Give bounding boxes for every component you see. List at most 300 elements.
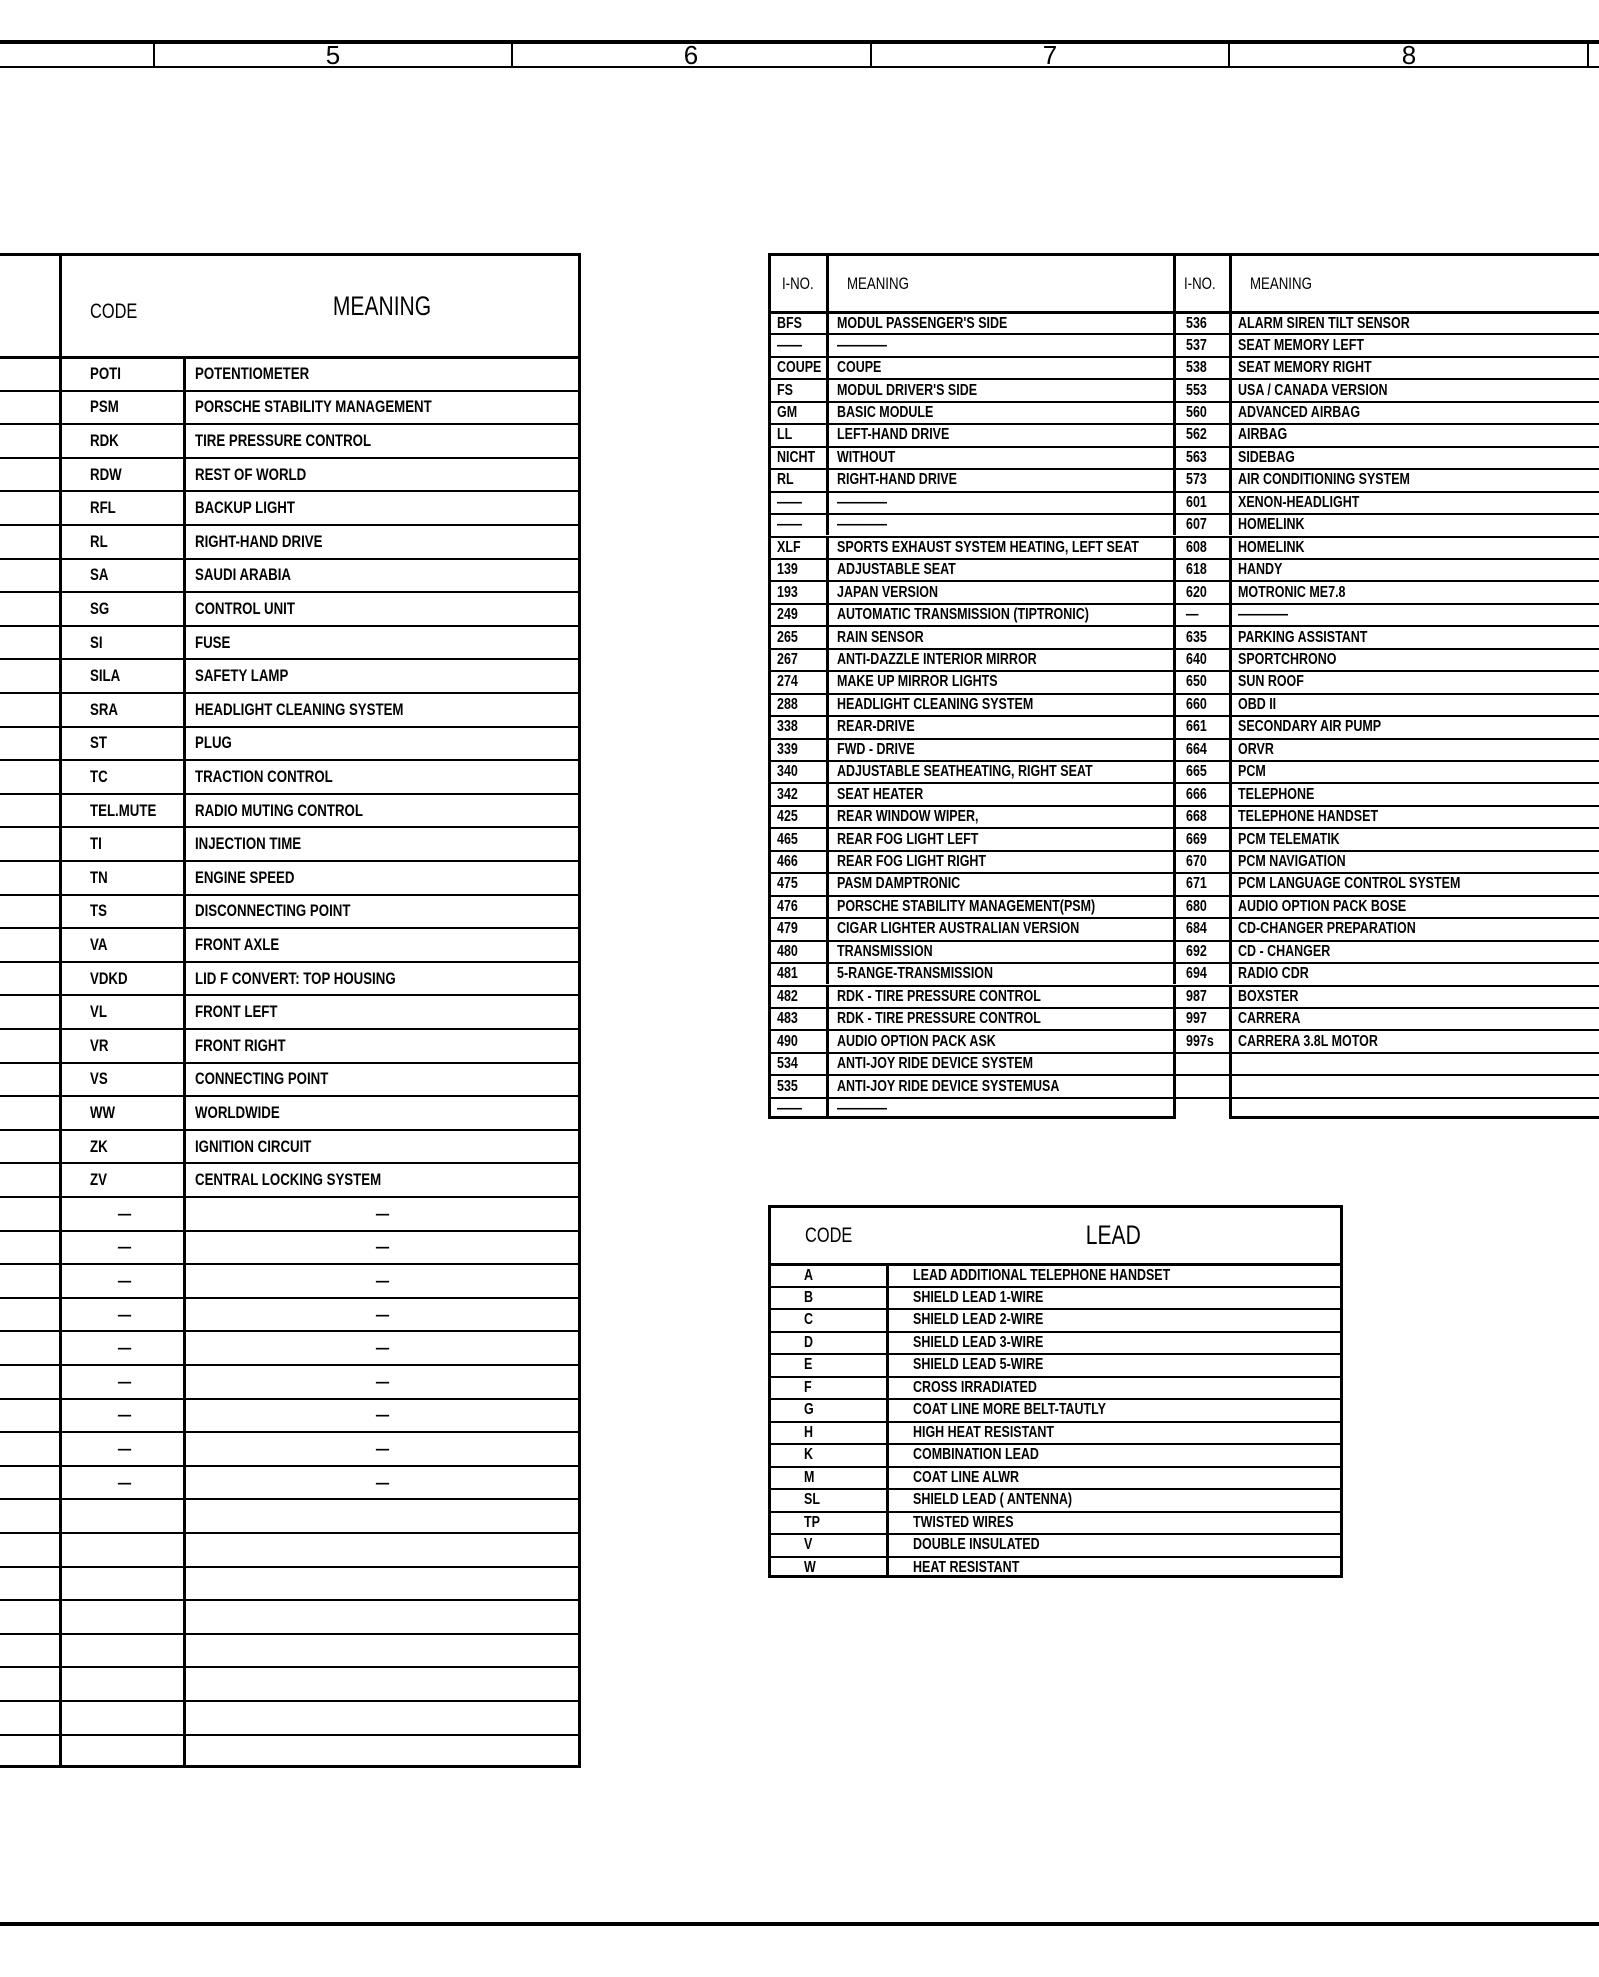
zone-number: 6 [683, 40, 699, 70]
meaning-cell [826, 425, 981, 445]
table-row [771, 1466, 1340, 1489]
ino-cell-text: 193 [777, 583, 798, 601]
ino-cell [777, 784, 804, 804]
meaning-cell-2-text: AUDIO OPTION PACK BOSE [1238, 897, 1407, 915]
table-row [0, 356, 578, 390]
table-row [771, 491, 1599, 513]
meaning-cell [826, 829, 1018, 849]
meaning-cell-2-text: RADIO CDR [1238, 965, 1309, 983]
meaning-cell [826, 627, 948, 647]
code-cell [804, 1288, 816, 1309]
meaning-cell-2 [1229, 650, 1364, 670]
zone-number: 7 [1042, 40, 1058, 70]
table-row [771, 648, 1599, 670]
meaning-cell-text: ———— [837, 1099, 887, 1117]
code-cell [804, 1423, 816, 1444]
meaning-cell [826, 919, 1148, 939]
table-header [771, 256, 1599, 311]
ino-cell-text: FS [777, 381, 793, 399]
meaning-cell-text: BASIC MODULE [837, 404, 934, 422]
meaning-cell [183, 862, 578, 894]
meaning-cell-2 [1229, 1099, 1238, 1119]
code-cell-text: RFL [90, 498, 116, 518]
ino-cell [777, 717, 804, 737]
meaning-cell [183, 1400, 578, 1432]
meaning-cell [826, 470, 991, 490]
meaning-cell-text: ENGINE SPEED [195, 867, 295, 887]
meaning-cell-text: FWD - DRIVE [837, 740, 915, 758]
table-row [0, 1364, 578, 1398]
code-cell-text: PSM [90, 397, 119, 417]
code-cell-text: SL [804, 1491, 820, 1509]
ino-cell-2 [1173, 470, 1229, 490]
meaning-cell [183, 1030, 578, 1062]
ino-cell [777, 740, 804, 760]
table-row [0, 1431, 578, 1465]
code-cell-text: — [117, 1338, 131, 1358]
ino-cell-2 [1173, 942, 1229, 962]
table-row [0, 793, 578, 827]
code-cell [62, 1332, 186, 1364]
meaning-cell [183, 1097, 578, 1129]
ino-cell [777, 582, 804, 602]
meaning-cell-text: FRONT AXLE [195, 934, 280, 954]
meaning-cell-text: — [375, 1270, 389, 1290]
code-cell [90, 1097, 122, 1129]
meaning-cell-text: ANTI-DAZZLE INTERIOR MIRROR [837, 650, 1037, 668]
meaning-cell [826, 717, 937, 737]
meaning-cell-text: ANTI-JOY RIDE DEVICE SYSTEMUSA [837, 1077, 1060, 1095]
table-row [771, 1376, 1340, 1399]
meaning-cell-2 [1229, 919, 1466, 939]
meaning-cell-text: ———— [837, 336, 887, 354]
meaning-cell-2-text: TELEPHONE [1238, 785, 1315, 803]
meaning-cell-text: ADJUSTABLE SEAT [837, 561, 956, 579]
table-row [0, 1330, 578, 1364]
ino-cell-2-text: 650 [1186, 673, 1207, 691]
table-row [771, 872, 1599, 894]
code-cell-text: TN [90, 867, 108, 887]
ino-cell-text: 479 [777, 920, 798, 938]
frame-top-border [0, 40, 1599, 44]
table-row [0, 591, 578, 625]
meaning-cell-2-text: SPORTCHRONO [1238, 650, 1337, 668]
lead-cell [886, 1288, 1340, 1309]
code-cell [62, 1198, 186, 1230]
code-cell [804, 1535, 815, 1556]
meaning-cell-text: CENTRAL LOCKING SYSTEM [195, 1170, 382, 1190]
meaning-cell [183, 1265, 578, 1297]
meaning-cell-2-text: PCM NAVIGATION [1238, 853, 1346, 871]
ino-cell-2 [1173, 314, 1229, 333]
table-row [0, 625, 578, 659]
meaning-cell [826, 1054, 1088, 1074]
table-row [0, 1263, 578, 1297]
meaning-cell-2-text: SIDEBAG [1238, 448, 1295, 466]
ino-cell [777, 560, 804, 580]
ino-cell [777, 1054, 804, 1074]
ino-cell-2 [1173, 919, 1229, 939]
ino-cell [777, 448, 826, 468]
meaning-cell [183, 1534, 578, 1566]
table-row [771, 625, 1599, 647]
lead-cell-text: SHIELD LEAD ( ANTENNA) [913, 1491, 1072, 1509]
meaning-cell-text: RAIN SENSOR [837, 628, 924, 646]
meaning-cell-2 [1229, 1009, 1318, 1029]
ino-cell-text: 342 [777, 785, 798, 803]
ino-cell [777, 919, 804, 939]
ino-cell-text: 483 [777, 1010, 798, 1028]
meaning-cell-text: — [375, 1304, 389, 1324]
table-row [0, 1532, 578, 1566]
meaning-cell-text: ———— [837, 493, 887, 511]
table-header [0, 256, 578, 356]
lead-cell [886, 1513, 1340, 1534]
meaning-cell-2 [1229, 627, 1404, 647]
table-row [0, 1129, 578, 1163]
meaning-cell [183, 694, 578, 726]
ino-cell-2-text: 660 [1186, 695, 1207, 713]
meaning-cell-2 [1229, 538, 1323, 558]
meaning-cell-text: CIGAR LIGHTER AUSTRALIAN VERSION [837, 920, 1080, 938]
table-row [771, 513, 1599, 535]
meaning-cell-2 [1229, 605, 1302, 625]
meaning-cell-2 [1229, 358, 1409, 378]
meaning-cell-2 [1229, 560, 1295, 580]
ino-cell-2 [1173, 1076, 1229, 1096]
meaning-cell-2-text: SEAT MEMORY RIGHT [1238, 359, 1372, 377]
code-cell [90, 627, 106, 659]
meaning-cell-2 [1229, 762, 1274, 782]
table-row [771, 558, 1599, 580]
meaning-cell-text: MAKE UP MIRROR LIGHTS [837, 673, 998, 691]
meaning-cell [183, 1299, 578, 1331]
meaning-cell [183, 1433, 578, 1465]
ino-cell [777, 829, 804, 849]
ino-cell [777, 425, 797, 445]
code-cell-text: TS [90, 901, 107, 921]
meaning-cell [183, 1198, 578, 1230]
meaning-cell [183, 1601, 578, 1633]
meaning-cell-text: RDK - TIRE PRESSURE CONTROL [837, 987, 1041, 1005]
ino-cell-text: 490 [777, 1032, 798, 1050]
meaning-cell-text: LEFT-HAND DRIVE [837, 426, 950, 444]
ino-cell-2 [1173, 1099, 1229, 1119]
code-cell-text: V [804, 1536, 813, 1554]
zone-strip-bottom [0, 66, 1599, 68]
ino-cell-2 [1173, 740, 1229, 760]
table-row [771, 738, 1599, 760]
meaning-cell-2 [1229, 515, 1323, 535]
ino-cell-2 [1173, 762, 1229, 782]
meaning-cell-text: TRANSMISSION [837, 942, 933, 960]
meaning-cell [183, 1232, 578, 1264]
header-ino: I-NO. [782, 273, 814, 293]
code-cell [804, 1400, 816, 1421]
meaning-cell-2 [1229, 740, 1284, 760]
meaning-cell [183, 1668, 578, 1700]
table-row [771, 782, 1599, 804]
table-row [771, 1007, 1599, 1029]
table-row [771, 1308, 1340, 1331]
table-row [771, 378, 1599, 400]
table-row [0, 1599, 578, 1633]
meaning-cell-text: SAUDI ARABIA [195, 565, 292, 585]
meaning-cell-2-text: PCM [1238, 763, 1266, 781]
code-cell-text: TI [90, 834, 102, 854]
code-cell [90, 593, 115, 625]
ino-cell-text: —— [777, 516, 802, 534]
code-cell [90, 896, 112, 928]
meaning-cell-text: BACKUP LIGHT [195, 498, 295, 518]
code-cell [62, 1467, 186, 1499]
table-row [771, 333, 1599, 355]
code-cell-text: K [804, 1446, 814, 1464]
ino-cell-2 [1173, 380, 1229, 400]
ino-cell-2 [1173, 448, 1229, 468]
ino-meaning-table [768, 253, 1599, 1119]
table-header [771, 1208, 1340, 1263]
meaning-cell-text: HEADLIGHT CLEANING SYSTEM [195, 699, 404, 719]
lead-cell-text: HEAT RESISTANT [913, 1558, 1020, 1576]
zone-number: 8 [1401, 40, 1417, 70]
code-cell-text: ST [90, 733, 107, 753]
ino-cell-text: 425 [777, 808, 798, 826]
meaning-cell [183, 1131, 578, 1163]
zone-divider [153, 40, 155, 68]
meaning-cell-2 [1229, 493, 1394, 513]
meaning-cell-2-text: SECONDARY AIR PUMP [1238, 718, 1382, 736]
code-cell-text: TEL.MUTE [90, 800, 157, 820]
code-cell [90, 560, 114, 592]
table-row [771, 401, 1599, 423]
ino-cell-2-text: 537 [1186, 336, 1207, 354]
meaning-cell [826, 1076, 1122, 1096]
ino-cell-2 [1173, 538, 1229, 558]
lead-cell-text: COAT LINE MORE BELT-TAUTLY [913, 1401, 1106, 1419]
meaning-cell [183, 425, 578, 457]
ino-cell [777, 807, 804, 827]
meaning-cell [183, 896, 578, 928]
meaning-cell-2 [1229, 335, 1399, 355]
code-cell [90, 761, 113, 793]
code-cell [90, 392, 127, 424]
code-cell-text: W [804, 1558, 816, 1576]
ino-cell-2 [1173, 403, 1229, 423]
meaning-cell-2 [1229, 829, 1368, 849]
code-cell-text: SG [90, 598, 110, 618]
code-cell [90, 862, 113, 894]
ino-cell-2-text: 692 [1186, 942, 1207, 960]
code-cell [90, 425, 127, 457]
table-row [771, 1488, 1340, 1511]
meaning-cell-2-text: OBD II [1238, 695, 1277, 713]
meaning-cell [826, 1099, 901, 1119]
ino-cell-2-text: 563 [1186, 448, 1207, 466]
table-row [771, 1398, 1340, 1421]
ino-cell [777, 897, 804, 917]
code-cell-text: — [117, 1304, 131, 1324]
meaning-cell-text: CONTROL UNIT [195, 598, 295, 618]
meaning-cell-2-text: CARRERA [1238, 1010, 1301, 1028]
ino-cell-2-text: 618 [1186, 561, 1207, 579]
code-cell-text: C [804, 1311, 814, 1329]
meaning-cell [183, 526, 578, 558]
table-row [0, 894, 578, 928]
meaning-cell [826, 538, 1224, 558]
code-cell [62, 1299, 186, 1331]
ino-cell [777, 627, 804, 647]
code-cell-text: G [804, 1401, 814, 1419]
lead-cell-text: SHIELD LEAD 5-WIRE [913, 1356, 1044, 1374]
ino-cell-2 [1173, 695, 1229, 715]
ino-cell-2 [1173, 560, 1229, 580]
code-cell [804, 1558, 819, 1579]
table-row [0, 1196, 578, 1230]
meaning-cell-2-text: XENON-HEADLIGHT [1238, 493, 1360, 511]
lead-cell [886, 1400, 1340, 1421]
header-lead: LEAD [1085, 1220, 1141, 1250]
header-code: CODE [90, 300, 138, 323]
ino-cell-text: 466 [777, 853, 798, 871]
meaning-cell-text: REAR FOG LIGHT LEFT [837, 830, 979, 848]
ino-cell-2-text: 997s [1186, 1032, 1214, 1050]
meaning-cell-2-text: PCM LANGUAGE CONTROL SYSTEM [1238, 875, 1461, 893]
ino-cell [777, 335, 809, 355]
meaning-cell-2 [1229, 695, 1287, 715]
code-cell-text: A [804, 1266, 814, 1284]
code-cell [62, 1232, 186, 1264]
header-meaning: MEANING [826, 256, 926, 311]
lead-cell-text: TWISTED WIRES [913, 1513, 1014, 1531]
meaning-cell [183, 492, 578, 524]
code-cell [804, 1310, 816, 1331]
code-meaning-table [0, 253, 581, 1768]
ino-cell-text: 339 [777, 740, 798, 758]
table-row [0, 524, 578, 558]
ino-cell-text: BFS [777, 314, 802, 332]
table-row [0, 826, 578, 860]
ino-cell-text: LL [777, 426, 793, 444]
meaning-cell [183, 1332, 578, 1364]
table-row [0, 994, 578, 1028]
ino-cell [777, 1031, 804, 1051]
table-row [771, 985, 1599, 1007]
ino-cell-2-text: 666 [1186, 785, 1207, 803]
ino-cell-2 [1173, 1009, 1229, 1029]
ino-cell [777, 470, 798, 490]
meaning-cell [826, 650, 1093, 670]
ino-cell-text: 482 [777, 987, 798, 1005]
ino-cell-text: 340 [777, 763, 798, 781]
ino-cell-text: —— [777, 493, 802, 511]
ino-cell-text: 267 [777, 650, 798, 668]
code-cell-text: WW [90, 1102, 116, 1122]
ino-cell-text: GM [777, 404, 798, 422]
ino-cell-text: —— [777, 1099, 802, 1117]
ino-cell-2-text: 671 [1186, 875, 1207, 893]
ino-cell-2-text: 668 [1186, 808, 1207, 826]
meaning-cell [183, 1702, 578, 1734]
code-cell [90, 728, 112, 760]
meaning-cell [826, 784, 948, 804]
table-row [0, 1230, 578, 1264]
meaning-cell [183, 996, 578, 1028]
meaning-cell-2-text: TELEPHONE HANDSET [1238, 808, 1379, 826]
lead-cell [886, 1266, 1340, 1286]
meaning-cell-2-text: ALARM SIREN TILT SENSOR [1238, 314, 1410, 332]
ino-cell [777, 515, 809, 535]
table-row [771, 1074, 1599, 1096]
lead-cell-text: SHIELD LEAD 3-WIRE [913, 1333, 1044, 1351]
meaning-cell [183, 593, 578, 625]
meaning-cell-text: — [375, 1472, 389, 1492]
table-row [0, 759, 578, 793]
ino-cell-text: RL [777, 471, 794, 489]
code-cell-text: POTI [90, 364, 121, 384]
meaning-cell-2-text: SUN ROOF [1238, 673, 1304, 691]
ino-cell-2-text: 607 [1186, 516, 1207, 534]
meaning-cell-text: REAR WINDOW WIPER, [837, 808, 979, 826]
table-row [0, 1062, 578, 1096]
ino-cell-2-text: 601 [1186, 493, 1207, 511]
table-row [771, 1556, 1340, 1579]
code-cell-text: — [117, 1237, 131, 1257]
ino-cell-2 [1173, 852, 1229, 872]
table-row [0, 1465, 578, 1499]
code-cell-text: SRA [90, 699, 119, 719]
ino-cell-2 [1173, 1031, 1229, 1051]
code-cell [90, 526, 113, 558]
ino-cell-text: 534 [777, 1055, 798, 1073]
meaning-cell-text: REAR-DRIVE [837, 718, 915, 736]
code-cell-text: RDW [90, 464, 122, 484]
meaning-cell [826, 314, 1055, 333]
code-cell-text: F [804, 1378, 812, 1396]
ino-cell [777, 380, 797, 400]
meaning-cell [826, 582, 967, 602]
meaning-cell [826, 874, 995, 894]
lead-cell [886, 1310, 1340, 1331]
meaning-cell-2-text: HOMELINK [1238, 516, 1305, 534]
frame-bottom-border [0, 1922, 1599, 1926]
meaning-cell-text: ANTI-JOY RIDE DEVICE SYSTEM [837, 1055, 1034, 1073]
ino-cell-2-text: 536 [1186, 314, 1207, 332]
code-cell-text: VR [90, 1035, 109, 1055]
code-cell-text: — [117, 1438, 131, 1458]
ino-cell [777, 964, 804, 984]
ino-cell-2 [1173, 627, 1229, 647]
table-row [771, 895, 1599, 917]
ino-cell-2 [1173, 425, 1229, 445]
meaning-cell [826, 605, 1160, 625]
meaning-cell [826, 335, 901, 355]
code-cell [804, 1378, 814, 1399]
code-cell-text: TC [90, 766, 108, 786]
meaning-cell-text: ———— [837, 516, 887, 534]
meaning-cell-text: POTENTIOMETER [195, 364, 310, 384]
ino-cell-text: 274 [777, 673, 798, 691]
table-row [771, 940, 1599, 962]
meaning-cell [826, 358, 894, 378]
meaning-cell-2 [1229, 897, 1454, 917]
meaning-cell [826, 695, 1089, 715]
meaning-cell-text: JAPAN VERSION [837, 583, 939, 601]
zone-divider [511, 40, 513, 68]
ino-cell-2 [1173, 582, 1229, 602]
ino-cell-2-text: 664 [1186, 740, 1207, 758]
code-cell [90, 1131, 113, 1163]
